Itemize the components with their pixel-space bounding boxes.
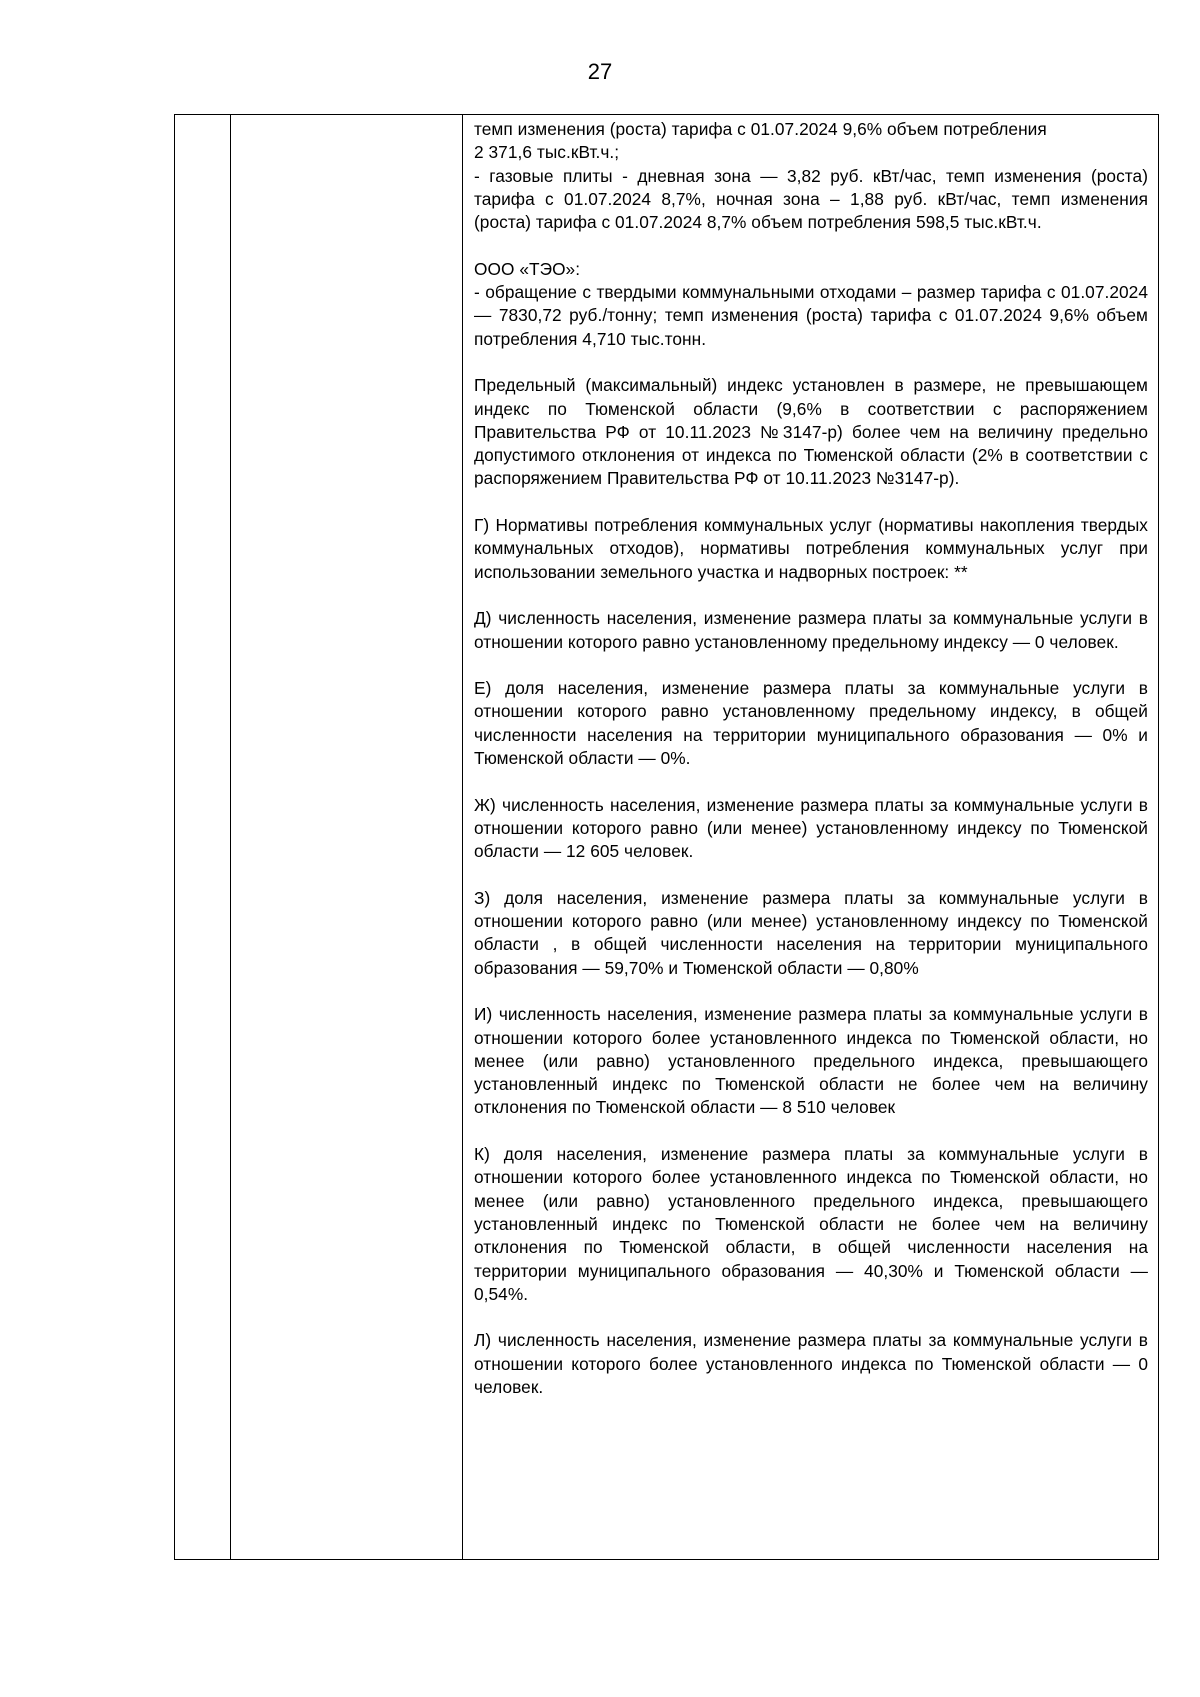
paragraph-item-e [474, 677, 1148, 770]
paragraph-item-z [474, 887, 1148, 980]
paragraph-item-i [474, 1003, 1148, 1119]
document-table [174, 114, 1159, 1560]
table-column-divider-2 [462, 115, 463, 1559]
paragraph-teo-waste [474, 258, 1148, 351]
text-line: ООО «ТЭО»: [474, 258, 581, 279]
text-line: - газовые плиты - дневная зона — 3,82 руб. кВт/час, темп изменения (роста) тарифа с 01.07.2024 8,7%, ночная зона – 1,88 руб. кВт/час, темп изменения (роста) тарифа с 01.07.2024 8,7% объем потребления 598,5 тыс.кВт.ч. [474, 165, 1148, 233]
text-line: З) доля населения, изменение размера платы за коммунальные услуги в отношении которого равно (или менее) установленному индексу по Тюменской области , в общей численности населения на территории муниципального образования — 59,70% и Тюменской области — 0,80% [474, 887, 1148, 978]
text-line: 2 371,6 тыс.кВт.ч.; [474, 142, 620, 163]
paragraph-item-k [474, 1143, 1148, 1306]
paragraph-electricity-rates [474, 118, 1148, 234]
table-content-cell [474, 118, 1148, 1399]
paragraph-max-index [474, 374, 1148, 490]
text-line: Л) численность населения, изменение размера платы за коммунальные услуги в отношении которого более установленного индекса по Тюменской области — 0 человек. [474, 1330, 1148, 1398]
text-line: Д) численность населения, изменение размера платы за коммунальные услуги в отношении которого равно установленному предельному индексу — 0 человек. [474, 608, 1148, 652]
text-line: темп изменения (роста) тарифа с 01.07.2024 9,6% объем потребления [474, 119, 1047, 139]
text-line: Ж) численность населения, изменение размера платы за коммунальные услуги в отношении которого равно (или менее) установленному индексу по Тюменской области — 12 605 человек. [474, 794, 1148, 862]
text-line: К) доля населения, изменение размера платы за коммунальные услуги в отношении которого более установленного индекса по Тюменской области, но менее (или равно) установленного предельного индекса, превышающего установленный индекс по Тюменской области не более чем на величину отклонения по Тюменской области, в общей численности населения на территории муниципального образования — 40,30% и Тюменской области — 0,54%. [474, 1144, 1148, 1304]
page-number: 27 [587, 59, 613, 84]
table-column-divider-1 [230, 115, 231, 1559]
paragraph-item-d [474, 607, 1148, 654]
text-line: Предельный (максимальный) индекс установлен в размере, не превышающем индекс по Тюменской области (9,6% в соответствии с распоряжением Правительства РФ от 10.11.2023 №3147-р) более чем на величину предельно допустимого отклонения от индекса по Тюменской области (2% в соответствии с распоряжением Правительства РФ от 10.11.2023 №3147-р). [474, 375, 1148, 489]
text-line: И) численность населения, изменение размера платы за коммунальные услуги в отношении которого более установленного индекса по Тюменской области, но менее (или равно) установленного предельного индекса, превышающего установленный индекс по Тюменской области не более чем на величину отклонения по Тюменской области — 8 510 человек [474, 1004, 1148, 1118]
text-line: - обращение с твердыми коммунальными отходами – размер тарифа с 01.07.2024 — 7830,72 руб./тонну; темп изменения (роста) тарифа с 01.07.2024 9,6% объем потребления 4,710 тыс.тонн. [474, 282, 1148, 349]
text-line: Е) доля населения, изменение размера платы за коммунальные услуги в отношении которого равно установленному предельному индексу, в общей численности населения на территории муниципального образования — 0% и Тюменской области — 0%. [474, 678, 1148, 769]
paragraph-item-zh [474, 794, 1148, 864]
paragraph-item-g [474, 514, 1148, 584]
paragraph-item-l [474, 1329, 1148, 1399]
text-line: Г) Нормативы потребления коммунальных услуг (нормативы накопления твердых коммунальных отходов), нормативы потребления коммунальных услуг при использовании земельного участка и надворных построек: ** [474, 515, 1148, 582]
